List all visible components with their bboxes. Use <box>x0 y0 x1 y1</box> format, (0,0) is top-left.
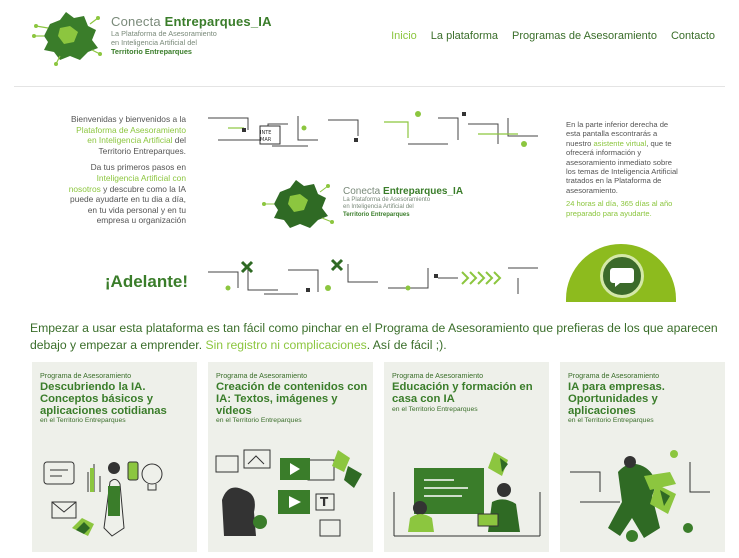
svg-text:T: T <box>320 495 329 509</box>
chat-bubble-icon <box>603 257 641 295</box>
card-title: Descubriendo la IA. Conceptos básicos y aplicaciones cotidianas <box>40 381 167 417</box>
card-heading <box>392 382 544 413</box>
assistant-paragraph-2: 24 horas al día, 365 días al año preparado para ayudarte. <box>566 199 673 218</box>
card-heading <box>40 382 192 424</box>
nav-inicio[interactable]: Inicio <box>391 30 417 42</box>
nav-la-plataforma[interactable]: La plataforma <box>430 30 499 42</box>
welcome-text <box>66 114 186 232</box>
chat-assistant-button[interactable] <box>600 254 644 298</box>
platform-logo-map-icon <box>262 176 342 232</box>
assistant-paragraph-1: En la parte inferior derecha de esta pantalla escontrarás a nuestro asistente virtual, que te ofrecerá información y asesoramiento inmediato sobre los temas de Inteligencia Artificial tratados en la Plataforma de asesoramiento. <box>566 120 678 195</box>
svg-text:INTE: INTE <box>260 130 272 136</box>
card-kicker: Programa de Asesoramiento <box>40 371 132 380</box>
platform-logo-subtitle-2: en Inteligencia Artificial del <box>343 204 414 211</box>
card-subtitle: en el Territorio Entreparques <box>568 417 654 425</box>
card-subtitle: en el Territorio Entreparques <box>216 417 302 425</box>
person-phone-illustration <box>32 432 197 552</box>
logo-subtitle-1: La Plataforma de Asesoramiento <box>111 29 217 38</box>
content-creation-illustration <box>208 432 373 552</box>
welcome-paragraph-2: Da tus primeros pasos en Inteligencia Artificial con nosotros y descubre como la IA puede ayudarte en tu dia a día, en tu vida personal y en tu empresa u organización <box>68 162 186 226</box>
welcome-paragraph-1: Bienvenidas y bienvenidos a la Plataforma de Asesoramiento en Inteligencia Artificial del Territorio Entreparques. <box>70 114 186 156</box>
circuit-decoration-bottom <box>208 258 540 300</box>
card-title: Creación de contenidos con IA: Textos, imágenes y vídeos <box>216 381 368 417</box>
card-kicker: Programa de Asesoramiento <box>216 371 308 380</box>
platform-logo-subtitle-1: La Plataforma de Asesoramiento <box>343 197 431 203</box>
platform-logo-title: Conecta Entreparques_IA <box>343 186 464 197</box>
platform-logo-text <box>343 186 463 219</box>
business-illustration <box>560 432 725 552</box>
assistant-text <box>566 120 682 222</box>
home-education-illustration <box>384 432 549 552</box>
platform-logo-subtitle-3: Territorio Entreparques <box>343 211 410 218</box>
card-heading <box>568 382 720 424</box>
card-heading <box>216 382 368 424</box>
card-kicker: Programa de Asesoramiento <box>568 371 660 380</box>
nav-contacto[interactable]: Contacto <box>670 30 715 42</box>
svg-text:MAR: MAR <box>260 137 272 143</box>
logo-map-icon[interactable] <box>30 6 110 66</box>
program-card-3[interactable] <box>384 362 549 552</box>
program-card-2[interactable] <box>208 362 373 552</box>
logo-subtitle-2: en Inteligencia Artificial del <box>111 38 197 47</box>
logo-text[interactable] <box>111 14 272 56</box>
card-title: IA para empresas. Oportunidades y aplicaciones <box>568 381 665 417</box>
nav-programas[interactable]: Programas de Asesoramiento <box>512 30 657 42</box>
circuit-decoration-top <box>208 110 540 152</box>
program-card-1[interactable] <box>32 362 197 552</box>
logo-title: Conecta Entreparques_IA <box>111 14 272 29</box>
card-subtitle: en el Territorio Entreparques <box>40 417 126 425</box>
adelante-heading: ¡Adelante! <box>104 272 188 291</box>
header-divider <box>14 86 725 87</box>
card-kicker: Programa de Asesoramiento <box>392 371 484 380</box>
main-nav <box>391 30 715 42</box>
program-card-4[interactable] <box>560 362 725 552</box>
card-subtitle: en el Territorio Entreparques <box>392 405 478 413</box>
card-title: Educación y formación en casa con IA <box>392 381 533 405</box>
site-header <box>0 0 739 84</box>
logo-subtitle-3: Territorio Entreparques <box>111 47 192 56</box>
intro-text: Empezar a usar esta plataforma es tan fácil como pinchar en el Programa de Asesoramiento que prefieras de los que aparecen debajo y empezar a emprender. Sin registro ni complicaciones. Así de fácil ;). <box>30 321 718 352</box>
